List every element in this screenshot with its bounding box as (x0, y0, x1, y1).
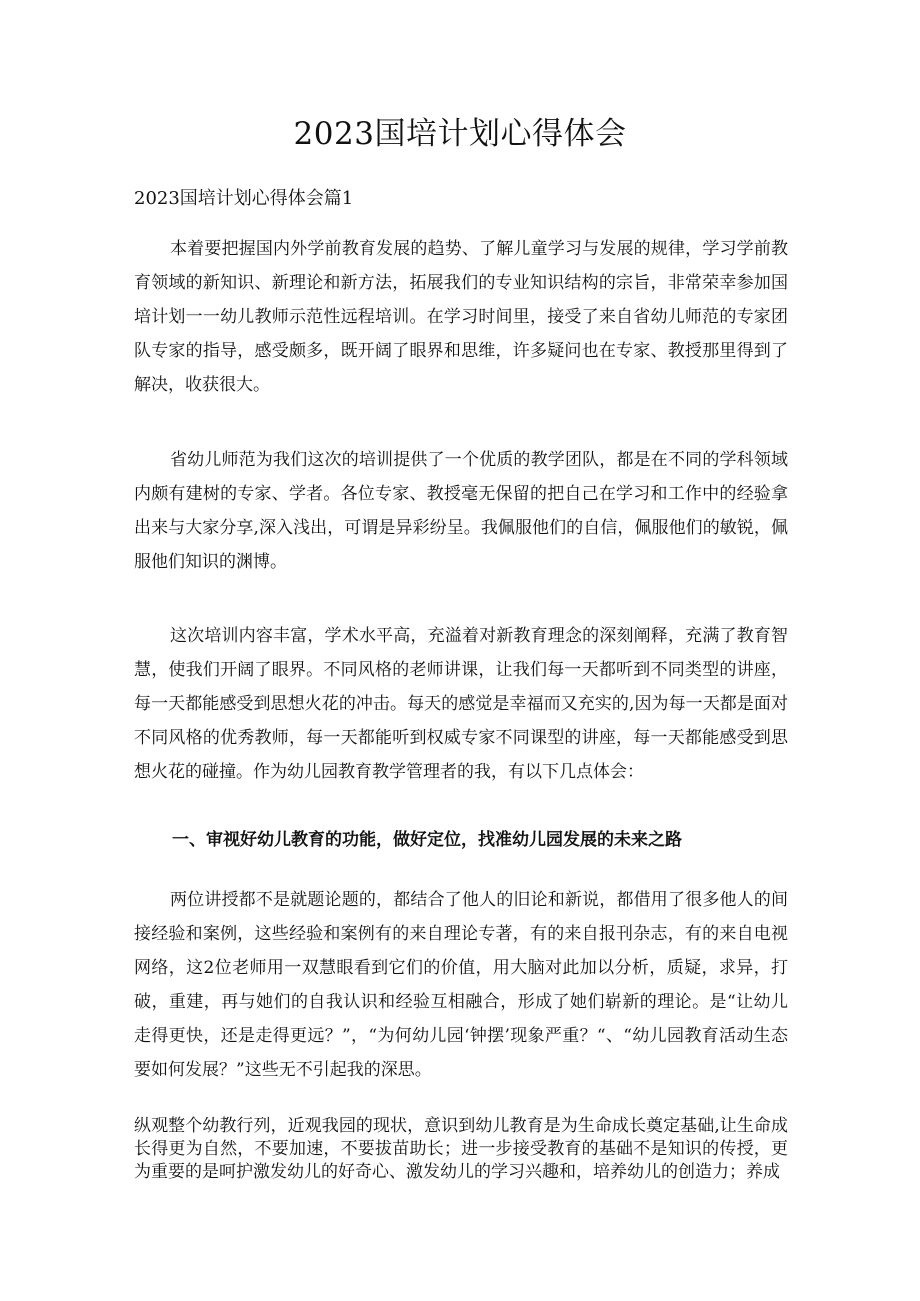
paragraph-1: 本着要把握国内外学前教育发展的趋势、了解儿童学习与发展的规律，学习学前教育领域的新知识、新理论和新方法，拓展我们的专业知识结构的宗旨，非常荣幸参加国培计划一一幼儿教师示范性远程培训。在学习时间里，接受了来自省幼儿师范的专家团队专家的指导，感受颇多，既开阔了眼界和思维，许多疑问也在专家、教授那里得到了解决，收获很大。 (134, 239, 788, 395)
paragraph-2: 省幼儿师范为我们这次的培训提供了一个优质的教学团队，都是在不同的学科领域内颇有建树的专家、学者。各位专家、教授毫无保留的把自己在学习和工作中的经验拿出来与大家分享,深入浅出，可谓是异彩纷呈。我佩服他们的自信，佩服他们的敏锐，佩服他们知识的渊博。 (134, 450, 788, 572)
paragraph-4: 两位讲授都不是就题论题的，都结合了他人的旧论和新说，都借用了很多他人的间接经验和案例，这些经验和案例有的来自理论专著，有的来自报刊杂志，有的来自电视网络，这2位老师用一双慧眼看到它们的价值，用大脑对此加以分析，质疑，求异，打破，重建，再与她们的自我认识和经验互相融合，形成了她们崭新的理论。是“让幼儿走得更快，还是走得更远？”，“为何幼儿园‘钟摆’现象严重？“、“幼儿园教育活动生态要如何发展？”这些无不引起我的深思。 (134, 890, 788, 1080)
paragraph-5: 纵观整个幼教行列，近观我园的现状，意识到幼儿教育是为生命成长奠定基础,让生命成长得更为自然，不要加速，不要拔苗助长；进一步接受教育的基础不是知识的传授，更为重要的是呵护激发幼儿的好奇心、激发幼儿的学习兴趣和，培养幼儿的创造力；养成 (134, 1116, 788, 1182)
bold-subheading: 一、审视好幼儿教育的功能，做好定位，找准幼儿园发展的未来之路 (172, 830, 682, 850)
section-heading: 2023国培计划心得体会篇1 (134, 188, 354, 209)
document-title: 2023国培计划心得体会 (293, 116, 627, 152)
paragraph-3: 这次培训内容丰富，学术水平高，充溢着对新教育理念的深刻阐释，充满了教育智慧，使我们开阔了眼界。不同风格的老师讲课，让我们每一天都听到不同类型的讲座，每一天都能感受到思想火花的冲击。每天的感觉是幸福而又充实的,因为每一天都是面对不同风格的优秀教师，每一天都能听到权威专家不同课型的讲座，每一天都能感受到思想火花的碰撞。作为幼儿园教育教学管理者的我，有以下几点体会： (134, 626, 788, 782)
